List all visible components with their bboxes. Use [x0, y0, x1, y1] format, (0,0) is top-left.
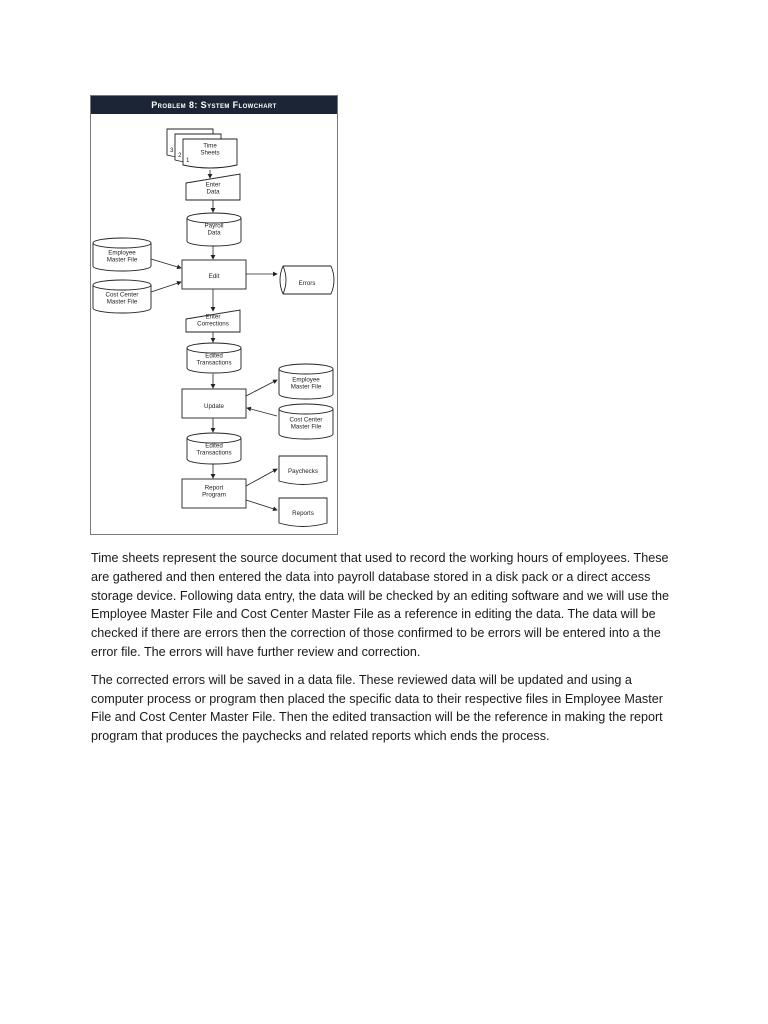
sheet-number: 1: [186, 157, 190, 164]
arrow-report-reports: [246, 500, 277, 510]
label-cost-center-left: Master File: [106, 298, 138, 306]
arrow-report-paychecks: [246, 469, 277, 486]
body-text: [91, 549, 681, 755]
arrow-costcenter-update: [247, 408, 277, 416]
sheet-number: 3: [170, 147, 174, 154]
label-enter-corrections: Corrections: [197, 320, 229, 328]
label-employee-master-left: Employee: [108, 249, 136, 257]
arrow-update-empmaster: [246, 380, 277, 396]
label-report-program: Report: [204, 484, 224, 492]
label-edited-transactions-1: Transactions: [196, 359, 232, 367]
label-errors: Errors: [298, 280, 316, 287]
label-enter-corrections: Enter: [205, 313, 221, 321]
flowchart-figure: [90, 95, 338, 535]
label-employee-master-right: Master File: [290, 383, 322, 391]
arrow-empmaster-edit: [151, 259, 181, 268]
label-employee-master-left: Master File: [106, 256, 138, 264]
label-edited-transactions-1: Edited: [205, 352, 223, 360]
label-enter-data: Data: [206, 188, 220, 196]
label-cost-center-left: Cost Center: [105, 291, 139, 299]
figure-title: Problem 8: System Flowchart: [91, 96, 337, 114]
label-enter-data: Enter: [205, 181, 221, 189]
label-edit: Edit: [208, 273, 220, 280]
arrow-costcenter-edit: [151, 282, 181, 292]
label-employee-master-right: Employee: [292, 376, 320, 384]
paragraph: Time sheets represent the source document that used to record the working hours of employees. These are gathered and then entered the data into payroll database stored in a disk pack or a direct access storage device. Following data entry, the data will be checked by an editing software and we will use the Employee Master File and Cost Center Master File as a reference in editing the data. The data will be checked if there are errors then the correction of those confirmed to be errors will be entered into a the error file. The errors will have further review and correction.: [91, 551, 670, 659]
sheet-number: 2: [178, 152, 182, 159]
label-paychecks: Paychecks: [288, 468, 318, 475]
label-payroll-data: Data: [207, 229, 221, 237]
label-time-sheets: Time: [203, 142, 217, 150]
label-update: Update: [204, 403, 224, 410]
label-edited-transactions-2: Edited: [205, 442, 223, 450]
label-cost-center-right: Cost Center: [289, 416, 323, 424]
label-report-program: Program: [202, 491, 226, 499]
paragraph: The corrected errors will be saved in a data file. These reviewed data will be updated and using a computer process or program then placed the specific data to their respective files in Employee Master File and Cost Center Master File. Then the edited transaction will be the reference in making the report program that produces the paychecks and related reports which ends the process.: [91, 672, 663, 744]
label-edited-transactions-2: Transactions: [196, 449, 232, 457]
label-payroll-data: Payroll: [204, 222, 224, 230]
label-reports: Reports: [292, 510, 314, 517]
label-cost-center-right: Master File: [290, 423, 322, 431]
flowchart-diagram: [91, 96, 339, 536]
label-time-sheets: Sheets: [200, 149, 220, 157]
